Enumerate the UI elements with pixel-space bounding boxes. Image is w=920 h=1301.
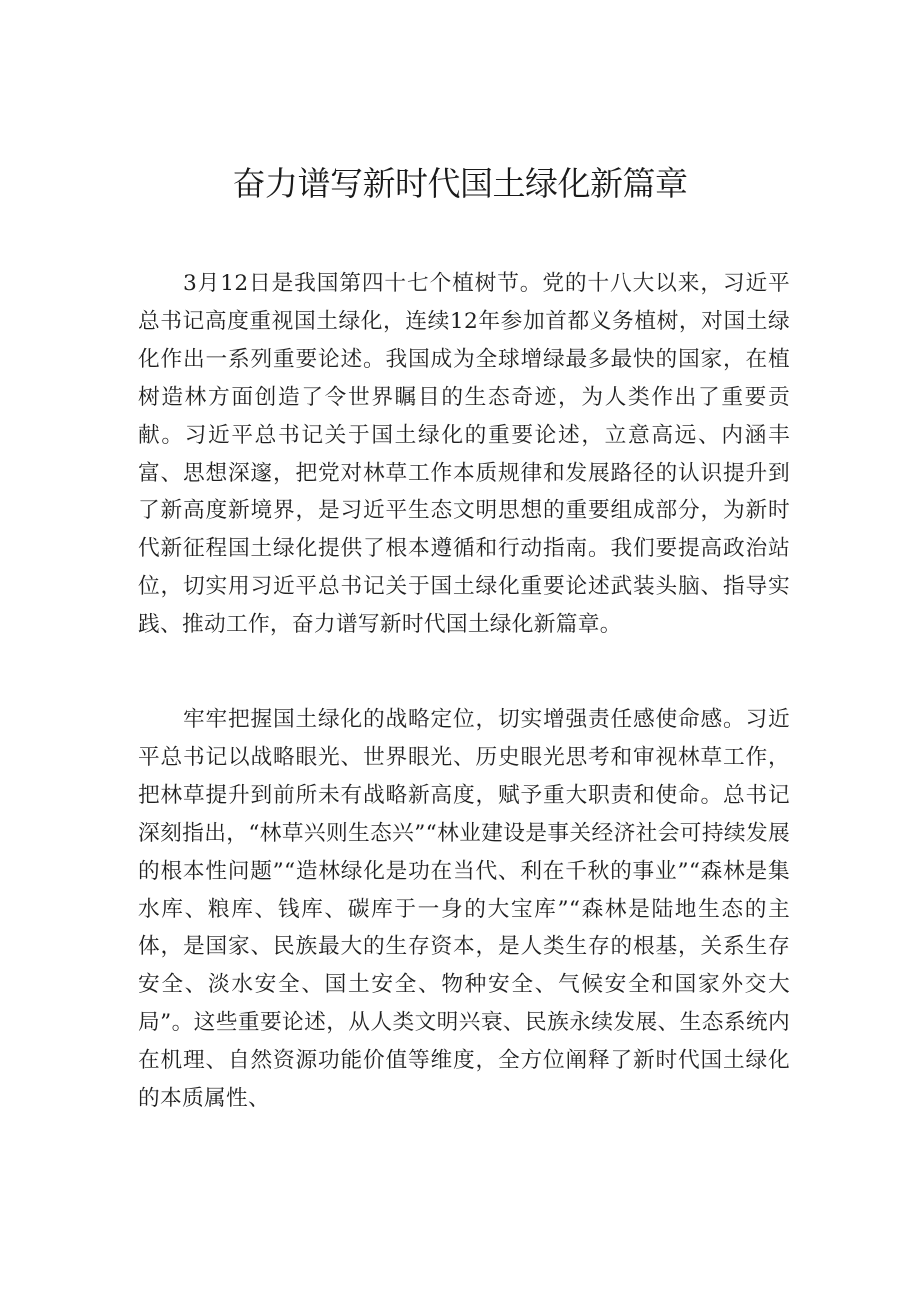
- body-paragraph: 牢牢把握国土绿化的战略定位，切实增强责任感使命感。习近平总书记以战略眼光、世界眼光、历史眼光思考和审视林草工作，把林草提升到前所未有战略新高度，赋予重大职责和使命。总书记深刻指出，“林草兴则生态兴”“林业建设是事关经济社会可持续发展的根本性问题”“造林绿化是功在当代、利在千秋的事业”“森林是集水库、粮库、钱库、碳库于一身的大宝库”“森林是陆地生态的主体，是国家、民族最大的生存资本，是人类生存的根基，关系生存安全、淡水安全、国土安全、物种安全、气候安全和国家外交大局”。这些重要论述，从人类文明兴衰、民族永续发展、生态系统内在机理、自然资源功能价值等维度，全方位阐释了新时代国土绿化的本质属性、: [138, 707, 790, 1112]
- body-paragraph: 3月12日是我国第四十七个植树节。党的十八大以来，习近平总书记高度重视国土绿化，连续12年参加首都义务植树，对国土绿化作出一系列重要论述。我国成为全球增绿最多最快的国家，在植树造林方面创造了令世界瞩目的生态奇迹，为人类作出了重要贡献。习近平总书记关于国土绿化的重要论述，立意高远、内涵丰富、思想深邃，把党对林草工作本质规律和发展路径的认识提升到了新高度新境界，是习近平生态文明思想的重要组成部分，为新时代新征程国土绿化提供了根本遵循和行动指南。我们要提高政治站位，切实用习近平总书记关于国土绿化重要论述武装头脑、指导实践、推动工作，奋力谱写新时代国土绿化新篇章。: [138, 271, 790, 638]
- document-title: 奋力谱写新时代国土绿化新篇章: [232, 164, 688, 203]
